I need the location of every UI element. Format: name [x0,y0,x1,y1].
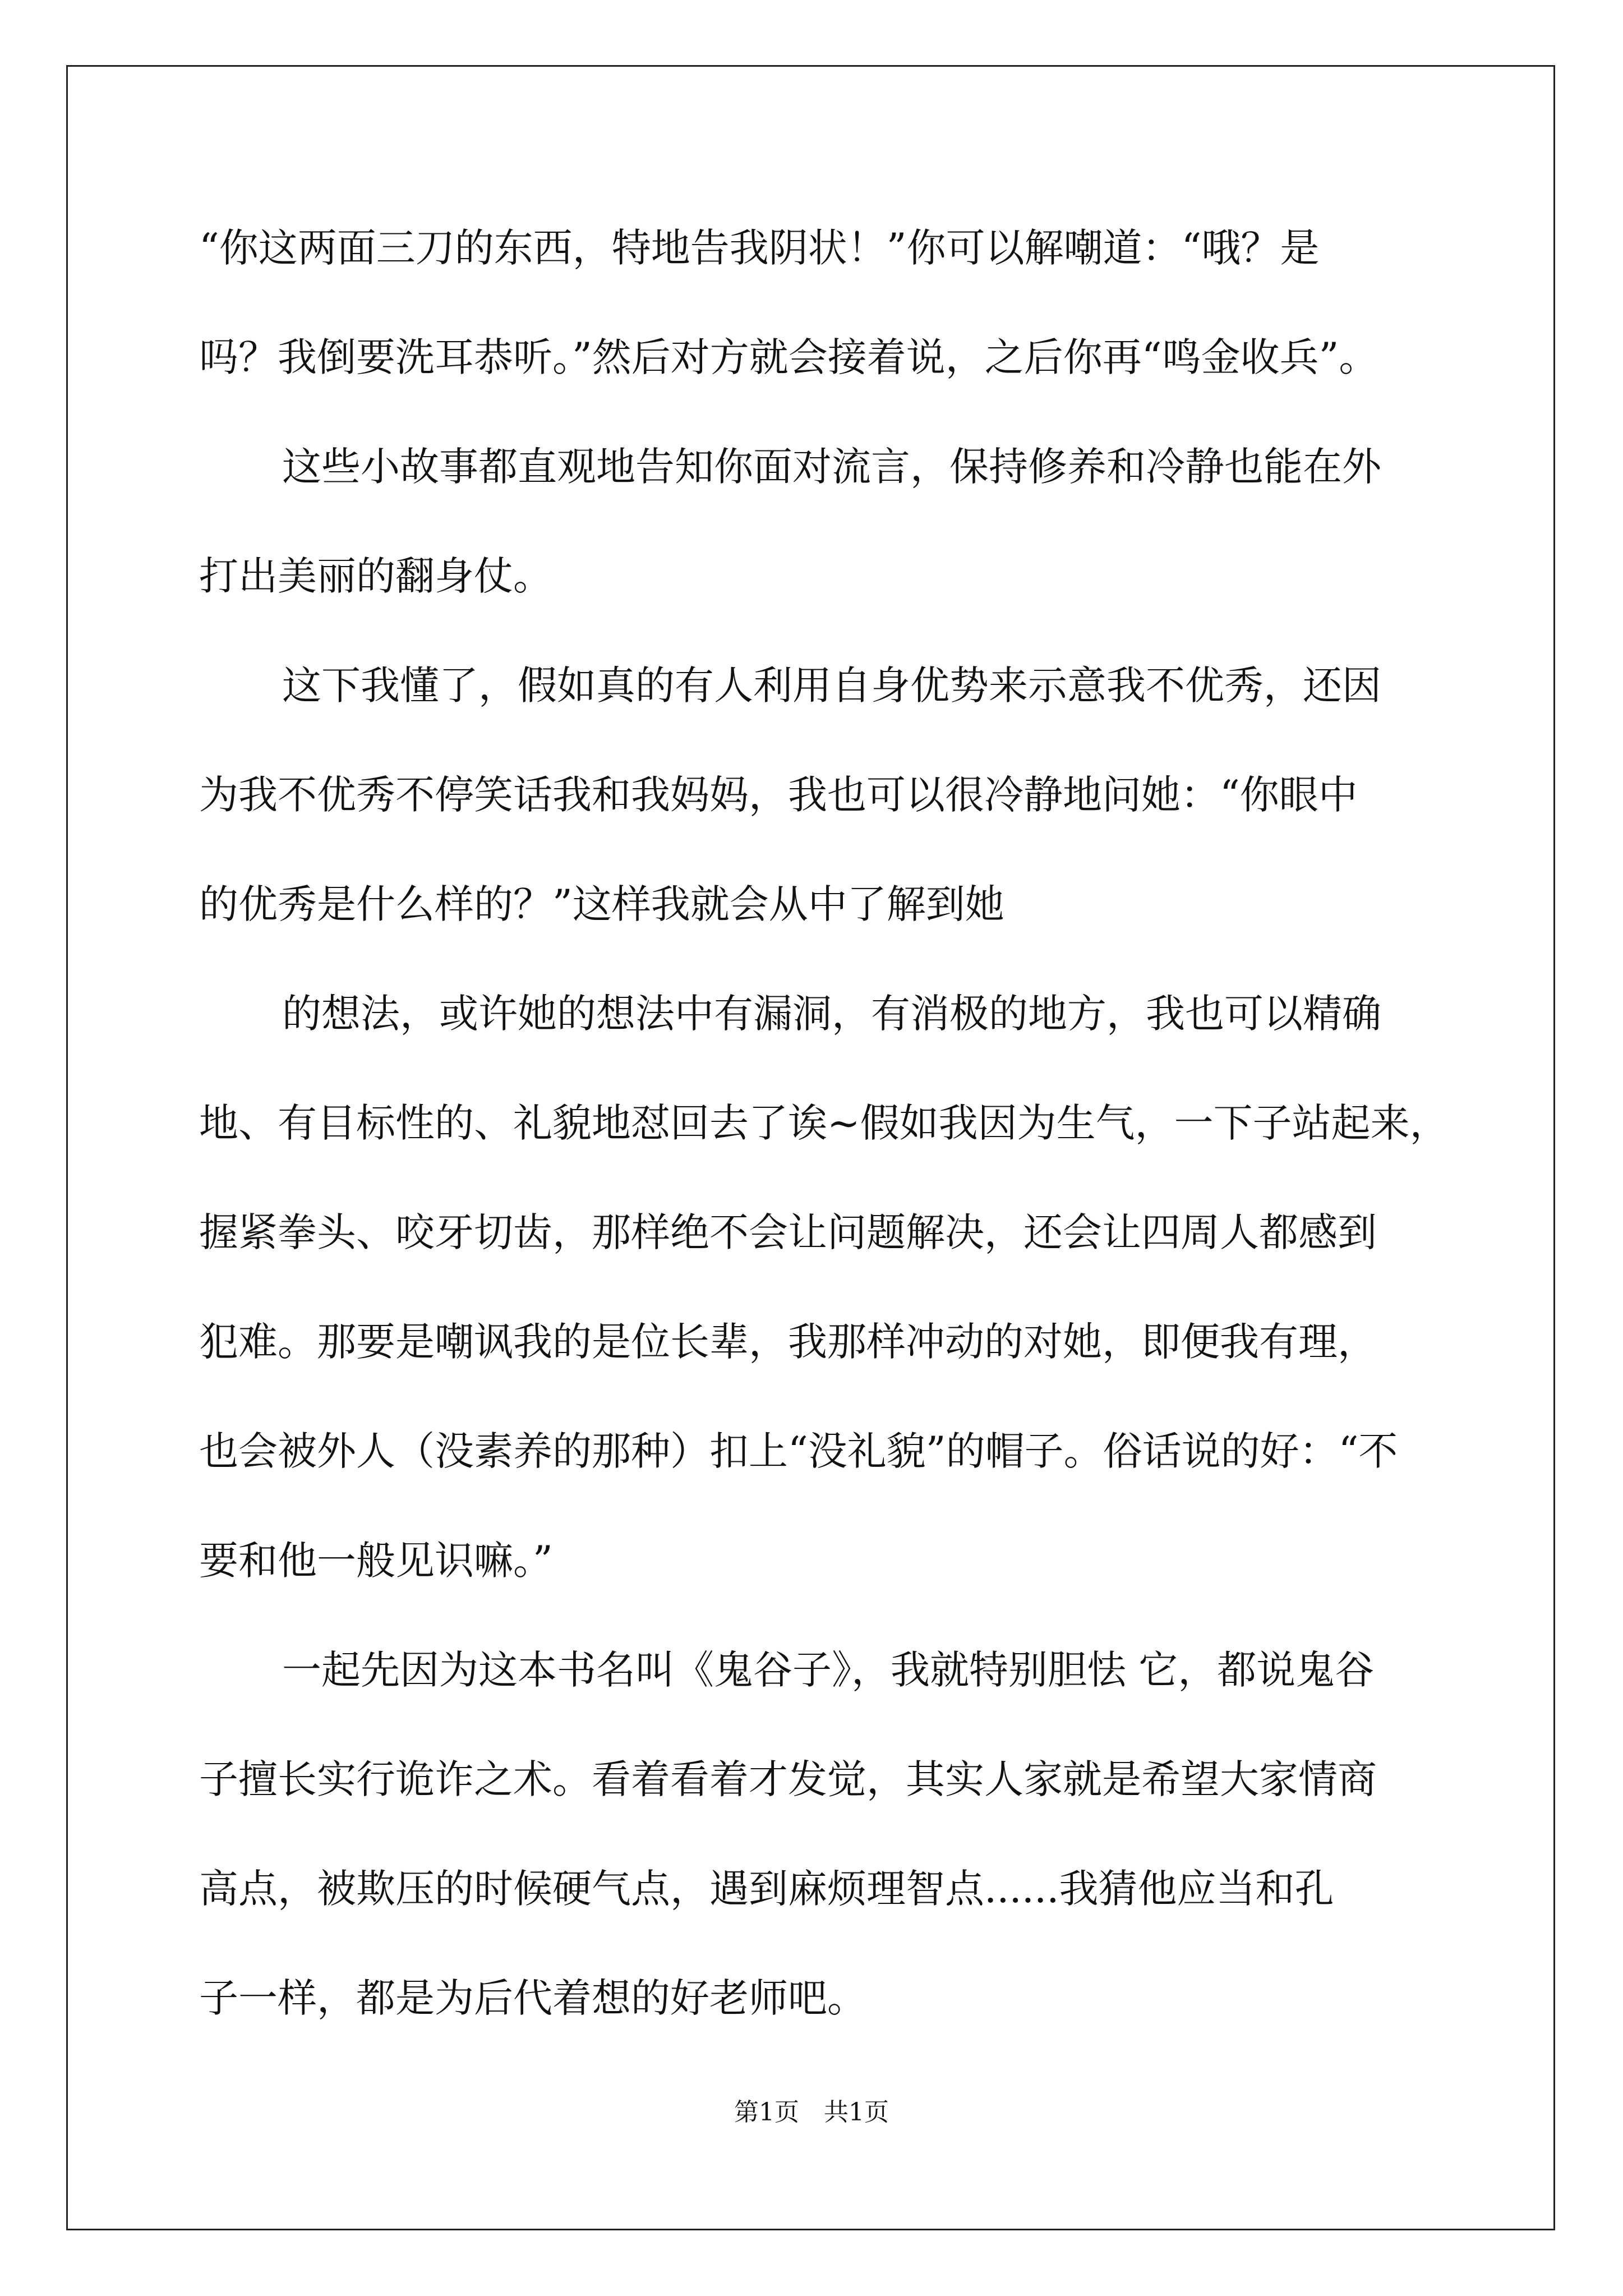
text-line: 一起先因为这本书名叫《鬼谷子》，我就特别胆怯 它，都说鬼谷 [282,1647,1375,1693]
text-line: 这下我懂了，假如真的有人利用自身优势来示意我不优秀，还因 [282,662,1381,708]
text-line: 的优秀是什么样的？”这样我就会从中了解到她 [199,881,1004,927]
text-line: 子一样，都是为后代着想的好老师吧。 [199,1975,866,2021]
text-line: 地、有目标性的、礼貌地怼回去了诶~假如我因为生气，一下子站起来， [199,1100,1449,1146]
text-line: 子擅长实行诡诈之术。看着看着才发觉，其实人家就是希望大家情商 [199,1756,1377,1802]
text-line: “你这两面三刀的东西，特地告我阴状！”你可以解嘲道：“哦？是 [199,225,1320,271]
text-line: 要和他一般见识嘛。” [199,1538,553,1584]
text-line: 这些小故事都直观地告知你面对流言，保持修养和冷静也能在外 [282,444,1381,490]
text-line: 的想法，或许她的想法中有漏洞，有消极的地方，我也可以精确 [282,991,1381,1037]
text-line: 握紧拳头、咬牙切齿，那样绝不会让问题解决，还会让四周人都感到 [199,1209,1377,1255]
text-line: 也会被外人（没素养的那种）扣上“没礼貌”的帽子。俗话说的好：“不 [199,1428,1398,1474]
text-line: 为我不优秀不停笑话我和我妈妈，我也可以很冷静地问她：“你眼中 [199,772,1358,818]
text-line: 高点，被欺压的时候硬气点，遇到麻烦理智点......我猜他应当和孔 [199,1866,1334,1912]
text-line: 吗？我倒要洗耳恭听。”然后对方就会接着说，之后你再“鸣金收兵”。 [199,334,1378,380]
page-footer: 第1页 共1页 [734,2098,889,2127]
text-line: 打出美丽的翻身仗。 [199,553,552,599]
text-line: 犯难。那要是嘲讽我的是位长辈，我那样冲动的对她，即便我有理， [199,1319,1377,1365]
